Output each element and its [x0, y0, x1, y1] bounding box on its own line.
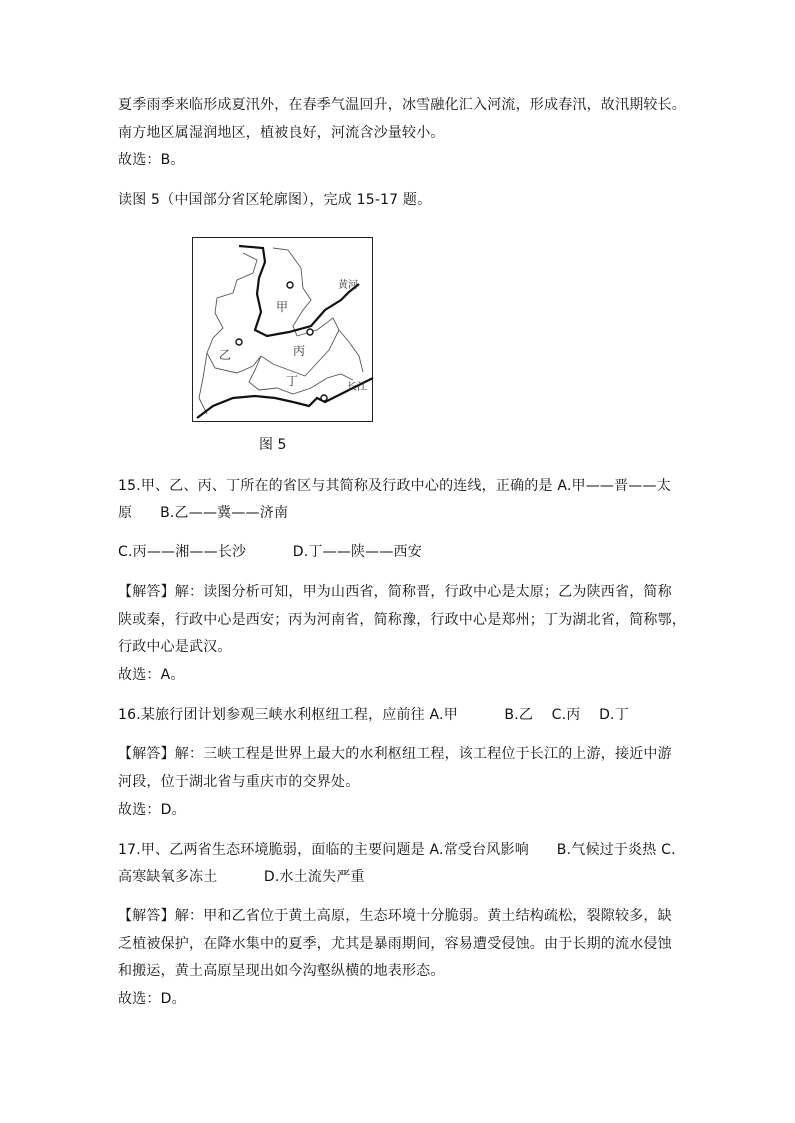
q17-analysis-1: 【解答】解：甲和乙省位于黄土高原，生态环境十分脆弱。黄土结构疏松，裂隙较多，缺 — [118, 908, 672, 924]
capital-bing — [307, 329, 313, 335]
capital-ding — [321, 395, 327, 401]
label-yellow-river: 黄河 — [338, 280, 358, 291]
intro-line-2: 南方地区属湿润地区，植被良好，河流含沙量较小。 — [118, 125, 445, 141]
q15-analysis-2: 陕或秦，行政中心是西安；丙为河南省，简称豫，行政中心是郑州；丁为湖北省，简称鄂， — [118, 612, 686, 628]
q16-stem: 16.某旅行团计划参观三峡水利枢纽工程，应前往 A.甲 B.乙 C.丙 D.丁 — [118, 707, 629, 723]
q17-stem-line-1: 17.甲、乙两省生态环境脆弱，面临的主要问题是 A.常受台风影响 B.气候过于炎热 C. — [118, 842, 676, 858]
q15-stem-line-1: 15.甲、乙、丙、丁所在的省区与其简称及行政中心的连线，正确的是 A.甲——晋——太 — [118, 478, 671, 494]
figure-caption: 图 5 — [259, 437, 287, 453]
q15-answer: 故选：A。 — [118, 667, 185, 683]
boundary-shaanxi-outline — [207, 253, 261, 373]
q15-analysis-1: 【解答】解：读图分析可知，甲为山西省，简称晋，行政中心是太原；乙为陕西省，简称 — [118, 584, 672, 600]
label-yangtze: 长江 — [347, 382, 367, 393]
label-yi: 乙 — [219, 348, 232, 362]
label-bing: 丙 — [293, 344, 306, 358]
capital-jia — [287, 282, 293, 288]
q16-analysis-1: 【解答】解：三峡工程是世界上最大的水利枢纽工程，该工程位于长江的上游，接近中游 — [118, 746, 672, 762]
q15-stem-line-2: 原 B.乙——冀——济南 — [118, 505, 289, 521]
q17-analysis-3: 和搬运，黄土高原呈现出如今沟壑纵横的地表形态。 — [118, 963, 445, 979]
q17-analysis-2: 乏植被保护，在降水集中的夏季，尤其是暴雨期间，容易遭受侵蚀。由于长期的流水侵蚀 — [118, 936, 672, 952]
boundary-right — [339, 330, 363, 372]
capital-yi — [236, 339, 242, 345]
intro-answer: 故选：B。 — [118, 152, 185, 168]
boundary-hubei — [249, 356, 353, 394]
label-jia: 甲 — [276, 300, 289, 314]
q17-stem-line-2: 高寒缺氧多冻土 D.水土流失严重 — [118, 869, 365, 885]
q15-options: C.丙——湘——长沙 D.丁——陕——西安 — [118, 544, 422, 560]
province-outline-map — [192, 237, 373, 422]
map-drawing — [193, 238, 374, 423]
q17-answer: 故选：D。 — [118, 991, 186, 1007]
intro-line-1: 夏季雨季来临形成夏汛外，在春季气温回升，冰雪融化汇入河流，形成春汛，故汛期较长。 — [118, 97, 686, 113]
q16-answer: 故选：D。 — [118, 802, 186, 818]
label-ding: 丁 — [286, 374, 299, 388]
boundary-shanxi-east — [273, 248, 311, 336]
boundary-lower — [199, 353, 207, 414]
q16-analysis-2: 河段，位于湖北省与重庆市的交界处。 — [118, 774, 360, 790]
question-prompt: 读图 5（中国部分省区轮廓图），完成 15-17 题。 — [118, 192, 432, 208]
q15-analysis-3: 行政中心是武汉。 — [118, 639, 232, 655]
